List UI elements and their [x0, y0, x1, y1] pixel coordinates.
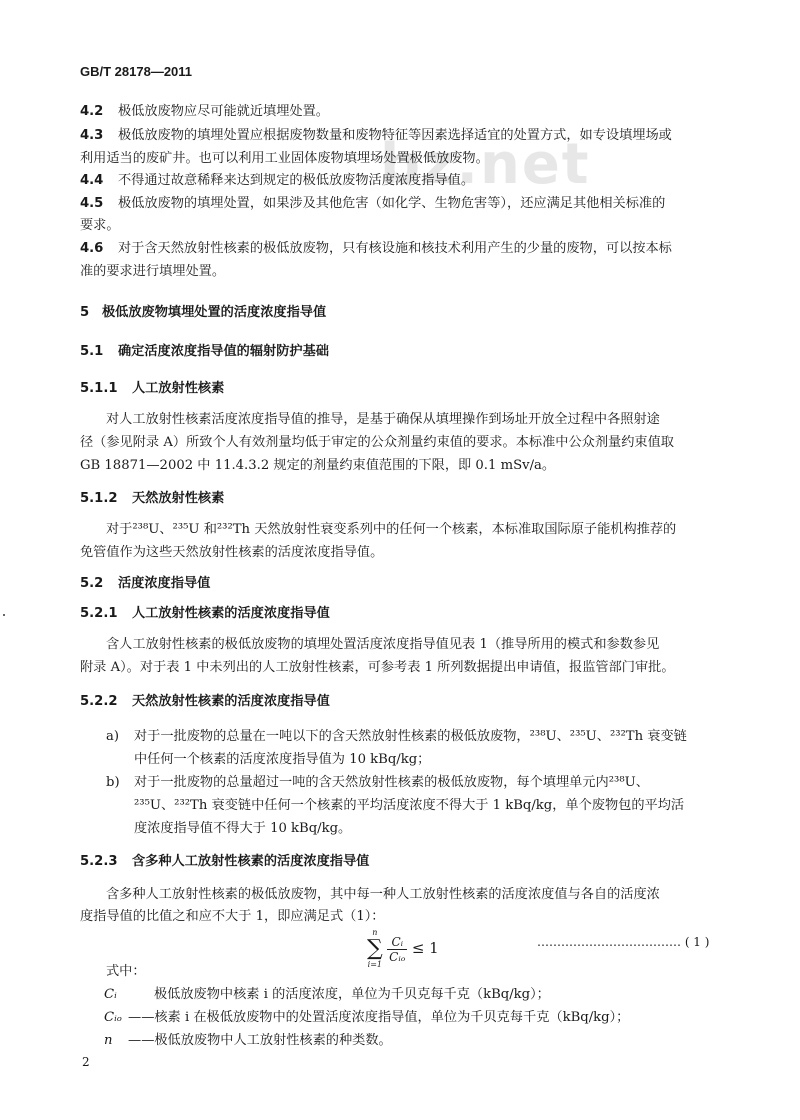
section-5-2-1-heading [80, 606, 330, 622]
formula-number: ……………………………… ( 1 ) [537, 935, 710, 949]
list-item-a [106, 729, 687, 745]
section-number: 5.2.3 [80, 854, 118, 869]
clause-text: 极低放废物的填埋处置，如果涉及其他危害（如化学、生物危害等），还应满足其他相关标准的 [118, 196, 666, 211]
paragraph-line: 含多种人工放射性核素的极低放废物，其中每一种人工放射性核素的活度浓度值与各自的活度浓 [106, 887, 660, 902]
definition-n [104, 1033, 392, 1049]
clause-4-2 [80, 104, 329, 120]
section-5-2-heading [80, 576, 210, 592]
section-number: 5.1.1 [80, 381, 118, 396]
sum-lower-limit: i=1 [367, 960, 383, 969]
definition-symbol: Cᵢₒ [104, 1010, 122, 1025]
section-title: 活度浓度指导值 [118, 576, 211, 591]
section-5-1-1-heading [80, 381, 224, 397]
section-5-heading [80, 305, 326, 321]
section-title: 人工放射性核素的活度浓度指导值 [132, 606, 330, 621]
section-5-1-2-heading [80, 491, 224, 507]
sum-upper-limit: n [372, 928, 378, 937]
clause-number: 4.6 [80, 241, 104, 256]
clause-number: 4.4 [80, 173, 104, 188]
paragraph-line: 对人工放射性核素活度浓度指导值的推导，是基于确保从填埋操作到场址开放全过程中各照射途 [106, 412, 660, 427]
definition-ci [104, 987, 550, 1003]
list-item-b-cont: ²³⁵U、²³²Th 衰变链中任何一个核素的平均活度浓度不得大于 1 kBq/kg，单个废物包的平均活 [134, 798, 685, 813]
paragraph-line: 度指导值的比值之和应不大于 1，即应满足式（1）： [80, 909, 385, 924]
paragraph-line: 径（参见附录 A）所致个人有效剂量均低于审定的公众剂量约束值的要求。本标准中公众剂量约束值取 [80, 435, 674, 450]
definition-symbol: n [104, 1033, 113, 1048]
paragraph-line: 附录 A）。对于表 1 中未列出的人工放射性核素，可参考表 1 所列数据提出申请值，报监管部门审批。 [80, 660, 675, 675]
section-number: 5.1.2 [80, 491, 118, 506]
section-title: 天然放射性核素 [132, 491, 225, 506]
clause-number: 4.5 [80, 196, 104, 211]
section-number: 5.2.2 [80, 694, 118, 709]
section-number: 5 [80, 305, 90, 320]
clause-4-4 [80, 173, 474, 189]
list-text: 对于一批废物的总量超过一吨的含天然放射性核素的极低放废物，每个填埋单元内²³⁸U、 [134, 775, 649, 790]
sigma-glyph: ∑ [367, 936, 383, 961]
fraction [387, 935, 407, 964]
section-title: 极低放废物填埋处置的活度浓度指导值 [102, 305, 327, 320]
formula-relation: ≤ 1 [411, 939, 439, 957]
paragraph-line: 免管值作为这些天然放射性核素的活度浓度指导值。 [80, 545, 384, 560]
fraction-denominator: Cᵢₒ [389, 949, 406, 964]
list-text: 对于一批废物的总量在一吨以下的含天然放射性核素的极低放废物，²³⁸U、²³⁵U、²³²Th 衰变链 [134, 729, 687, 744]
section-5-2-3-heading [80, 854, 369, 870]
formula-1 [367, 928, 439, 970]
definition-text: 极低放废物中核素 i 的活度浓度，单位为千贝克每千克（kBq/kg）； [154, 987, 550, 1002]
list-item-a-cont: 中任何一个核素的活度浓度指导值为 10 kBq/kg； [134, 752, 431, 767]
clause-4-6-cont: 准的要求进行填埋处置。 [80, 264, 226, 279]
section-title: 人工放射性核素 [132, 381, 225, 396]
page-number: 2 [82, 1055, 90, 1069]
list-marker: a) [106, 729, 120, 744]
section-5-1-heading [80, 344, 329, 360]
paragraph-line: 含人工放射性核素的极低放废物的填埋处置活度浓度指导值见表 1（推导所用的模式和参数参见 [106, 637, 660, 652]
summation-symbol [367, 928, 383, 970]
definition-symbol: Cᵢ [104, 987, 117, 1002]
where-label: 式中： [106, 964, 146, 979]
section-title: 天然放射性核素的活度浓度指导值 [132, 694, 330, 709]
definition-text: ——核素 i 在极低放废物中的处置活度浓度指导值，单位为千贝克每千克（kBq/kg）； [128, 1010, 630, 1025]
clause-4-3 [80, 128, 672, 144]
scan-mark [3, 614, 5, 616]
clause-text: 极低放废物的填埋处置应根据废物数量和废物特征等因素选择适宜的处置方式，如专设填埋场或 [118, 128, 672, 143]
clause-text: 对于含天然放射性核素的极低放废物，只有核设施和核技术利用产生的少量的废物，可以按本标 [118, 241, 672, 256]
paragraph-line: 对于²³⁸U、²³⁵U 和²³²Th 天然放射性衰变系列中的任何一个核素，本标准取国际原子能机构推荐的 [106, 522, 677, 537]
section-title: 含多种人工放射性核素的活度浓度指导值 [132, 854, 370, 869]
clause-text: 极低放废物应尽可能就近填埋处置。 [118, 104, 329, 119]
clause-4-3-cont: 利用适当的废矿井。也可以利用工业固体废物填埋场处置极低放废物。 [80, 151, 489, 166]
paragraph-line: GB 18871—2002 中 11.4.3.2 规定的剂量约束值范围的下限，即 0.1 mSv/a。 [80, 458, 556, 473]
watermark: bz.net [380, 132, 591, 197]
clause-text: 不得通过故意稀释来达到规定的极低放废物活度浓度指导值。 [118, 173, 475, 188]
list-marker: b) [106, 775, 120, 790]
clause-number: 4.2 [80, 104, 104, 119]
definition-text: ——极低放废物中人工放射性核素的种类数。 [128, 1033, 392, 1048]
section-5-2-2-heading [80, 694, 330, 710]
document-id: GB/T 28178—2011 [80, 64, 193, 79]
list-item-b-cont: 度浓度指导值不得大于 10 kBq/kg。 [134, 821, 352, 836]
clause-4-5 [80, 196, 665, 212]
list-item-b [106, 775, 649, 791]
clause-number: 4.3 [80, 128, 104, 143]
section-number: 5.2.1 [80, 606, 118, 621]
clause-4-6 [80, 241, 672, 257]
fraction-numerator: Cᵢ [387, 935, 407, 950]
definition-cio [104, 1010, 629, 1026]
clause-4-5-cont: 要求。 [80, 218, 120, 233]
section-number: 5.1 [80, 344, 104, 359]
section-number: 5.2 [80, 576, 104, 591]
section-title: 确定活度浓度指导值的辐射防护基础 [118, 344, 329, 359]
